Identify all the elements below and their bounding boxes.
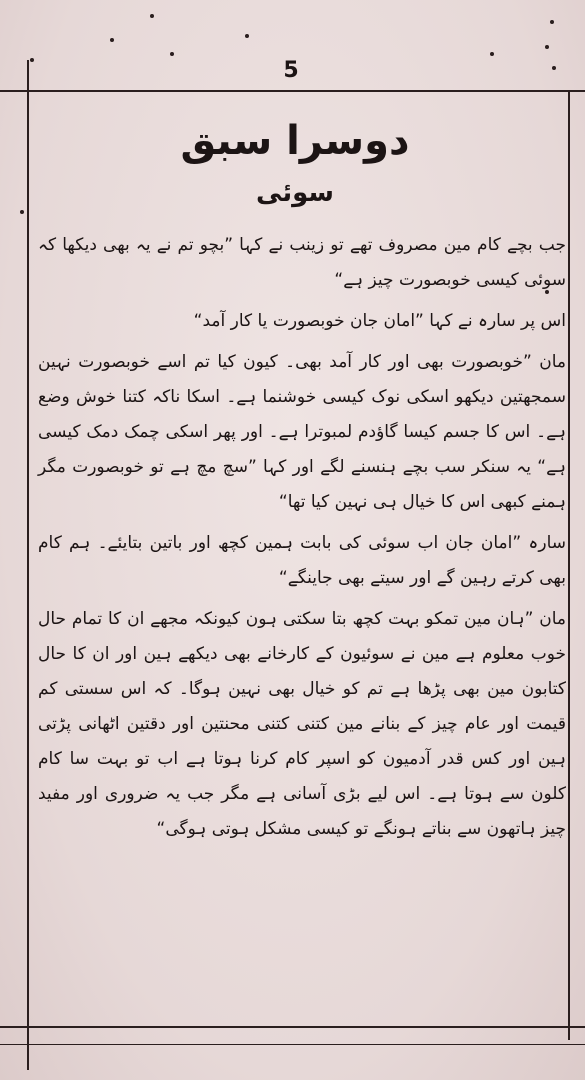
paragraph: مان ”ہان مین تمکو بہت کچھ بتا سکتی ہون کیونکہ مجھے ان کا تمام حال خوب معلوم ہے مین نے سوئیون کے کارخانے بھی دیکھے ہین اور ان کا حال کتابون مین بھی پڑھا ہے تم کو خیال بھی نہین ہوگا۔ کہ اس سستی کم قیمت اور عام چیز کے بنانے مین کتنی کتنی محنتین اور دقتین اٹھانی پڑتی ہین اور کس قدر آدمیون کو اسپر کام کرنا ہوتا ہے اب تو بہت سا کام کلون سے ہوتا ہے۔ اس لیے بڑی آسانی ہے مگر جب یہ ضروری اور مفید چیز ہاتھون سے بناتے ہونگے تو کیسی مشکل ہوتی ہوگی“ <box>38 609 566 839</box>
page-number: 5 <box>283 58 299 83</box>
ink-speck <box>545 45 549 49</box>
bottom-rule <box>0 1026 585 1028</box>
ink-speck <box>245 34 249 38</box>
paragraph: جب بچے کام مین مصروف تھے تو زینب نے کہا ”بچو تم نے یہ بھی دیکھا کہ سوئی کیسی خوبصورت چیز ہے“ <box>38 235 566 290</box>
paragraph: اس پر سارہ نے کہا ”امان جان خوبصورت یا کار آمد“ <box>193 311 566 331</box>
bottom-rule-lower <box>0 1044 585 1045</box>
left-margin-rule <box>27 60 29 1070</box>
ink-speck <box>30 58 34 62</box>
right-margin-rule <box>568 90 570 1040</box>
body-text <box>38 228 566 853</box>
ink-speck <box>150 14 154 18</box>
lesson-subtitle: سوئی <box>256 178 334 208</box>
paragraph: سارہ ”امان جان اب سوئی کی بابت ہمین کچھ اور باتین بتایئے۔ ہم کام بھی کرتے رہین گے اور سیتے بھی جاینگے“ <box>38 533 566 588</box>
ink-speck <box>20 210 24 214</box>
ink-speck <box>170 52 174 56</box>
ink-speck <box>550 20 554 24</box>
lesson-title: دوسرا سبق <box>180 118 410 164</box>
ink-speck <box>552 66 556 70</box>
ink-speck <box>490 52 494 56</box>
ink-speck <box>110 38 114 42</box>
paragraph: مان ”خوبصورت بھی اور کار آمد بھی۔ کیون کیا تم اسے خوبصورت نہین سمجھتین دیکھو اسکی نوک کیسی خوشنما ہے۔ اسکا ناکہ کتنا خوش وضع ہے۔ اس کا جسم کیسا گاؤدم لمبوترا ہے۔ اور پھر اسکی چمک دمک کیسی ہے“ یہ سنکر سب بچے ہنسنے لگے اور کہا ”سچ مچ ہے تو خوبصورت مگر ہمنے کبھی اس کا خیال ہی نہین کیا تھا“ <box>38 352 566 512</box>
top-rule <box>0 90 585 92</box>
